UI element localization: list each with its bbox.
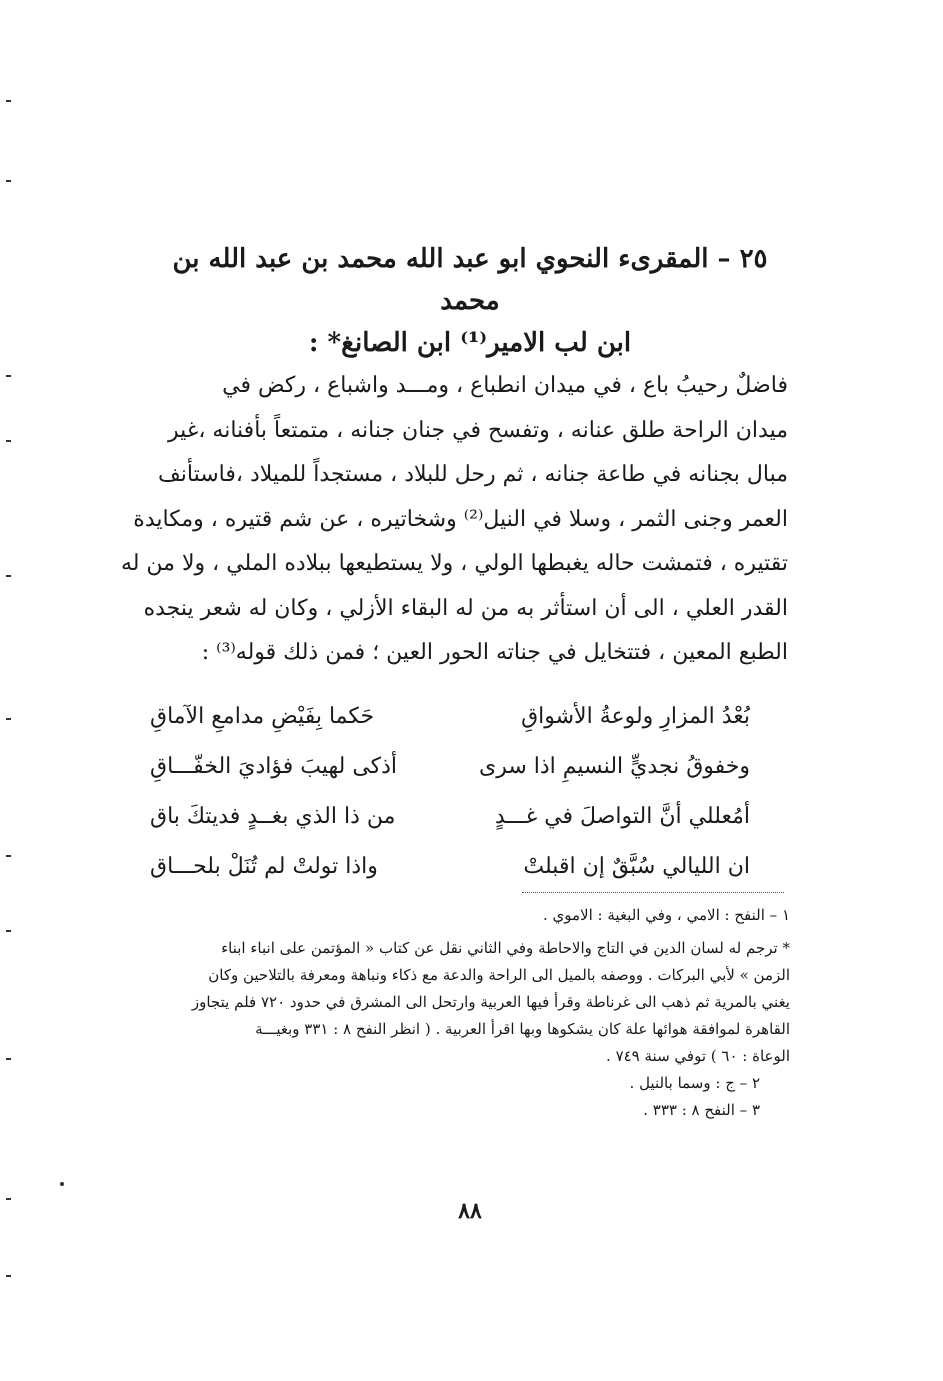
- verse-first-hemistich: ان الليالي سُبَّقٌ إن اقبلتْ: [523, 854, 750, 879]
- verse-second-hemistich: حَكما بِفَيْضِ مدامعِ الآماقِ: [150, 704, 375, 729]
- verse-line: [150, 842, 790, 892]
- heading-line-2: ابن لب الامير⁽¹⁾ ابن الصانغ* :: [308, 328, 632, 358]
- margin-mark: [6, 1275, 11, 1277]
- footnote-3: ٣ – النفح ٨ : ٣٣٣ .: [643, 1101, 760, 1119]
- verse-first-hemistich: بُعْدُ المزارِ ولوعةُ الأشواقِ: [521, 704, 750, 729]
- body-line: القدر العلي ، الى أن استأثر به من له البقاء الأزلي ، وكان له شعر ينجده: [143, 595, 788, 621]
- heading-line-1: ٢٥ – المقرىء النحوي ابو عبد الله محمد بن عبد الله بن محمد: [172, 244, 768, 316]
- body-line: تقتيره ، فتمشت حاله يغبطها الولي ، ولا يستطيعها ببلاده الملي ، ولا من له: [120, 551, 788, 576]
- footnote-star: [110, 935, 790, 1070]
- verse-second-hemistich: أذكى لهيبَ فؤاديَ الخفّـــاقِ: [150, 754, 398, 779]
- margin-mark: [6, 440, 11, 442]
- margin-mark: [6, 930, 11, 932]
- body-line: ميدان الراحة طلق عنانه ، وتفسح في جنان جنانه ، متمتعاً بأفنانه ،غير: [168, 417, 788, 443]
- footnote-1: ١ – النفح : الامي ، وفي البغية : الاموي .: [543, 906, 790, 924]
- margin-mark: [6, 375, 11, 377]
- footnote-star-line: الزمن » لأبي البركات . ووصفه بالميل الى الراحة والدعة مع ذكاء ونباهة ومعرفة بالتلاحين وكان: [208, 966, 790, 984]
- margin-mark: [6, 718, 11, 720]
- verse-first-hemistich: أمُعللي أنَّ التواصلَ في غـــدٍ: [494, 804, 750, 829]
- footnote-star-line: القاهرة لموافقة هوائها علة كان يشكوها وبها اقرأ العربية . ( انظر النفح ٨ : ٣٣١ وبغيـــة: [255, 1020, 790, 1038]
- margin-mark: [6, 1198, 11, 1200]
- poem: [150, 692, 790, 892]
- footnote-star-line: الوعاة : ٦٠ ) توفي سنة ٧٤٩ .: [606, 1047, 790, 1065]
- footnote-2: ٢ – ج : وسما بالنيل .: [629, 1074, 760, 1092]
- margin-mark: [6, 1058, 11, 1060]
- page-number: ٨٨: [458, 1198, 482, 1224]
- verse-first-hemistich: وخفوقُ نجديٍّ النسيمِ اذا سرى: [478, 754, 750, 779]
- body-line: مبال بجنانه في طاعة جنانه ، ثم رحل للبلاد ، مستجداً للميلاد ،فاستأنف: [157, 462, 788, 487]
- verse-line: [150, 692, 790, 742]
- margin-mark: [6, 575, 11, 577]
- footnote-star-line: * ترجم له لسان الدين في التاج والاحاطة وفي الثاني نقل عن كتاب « المؤتمن على انباء ابناء: [221, 939, 790, 957]
- body-line: الطبع المعين ، فتتخايل في جناته الحور العين ؛ فمن ذلك قوله⁽³⁾ :: [201, 640, 788, 665]
- body-line: العمر وجنى الثمر ، وسلا في النيل⁽²⁾ وشخاتيره ، عن شم قتيره ، ومكايدة: [133, 506, 788, 532]
- prose-body: [108, 364, 788, 676]
- margin-mark: [6, 855, 11, 857]
- verse-line: [150, 742, 790, 792]
- margin-mark: [6, 100, 11, 102]
- footnotes: [110, 902, 790, 1124]
- verse-second-hemistich: من ذا الذي بغــدٍ فديتكَ باق: [150, 804, 396, 829]
- margin-mark: [6, 180, 11, 182]
- verse-line: [150, 792, 790, 842]
- footnote-separator: [522, 892, 784, 893]
- footnote-star-line: يغني بالمرية ثم ذهب الى غرناطة وقرأ فيها العربية وارتحل الى المشرق في حدود ٧٢٠ فلم يتجاوز: [191, 993, 790, 1011]
- margin-dot: [60, 1182, 64, 1186]
- entry-heading: [150, 238, 790, 364]
- body-line: فاضلٌ رحيبُ باع ، في ميدان انطباع ، ومـــد واشباع ، ركض في: [222, 373, 788, 398]
- verse-second-hemistich: واذا تولتْ لم تُنَلْ بلحـــاق: [150, 854, 378, 879]
